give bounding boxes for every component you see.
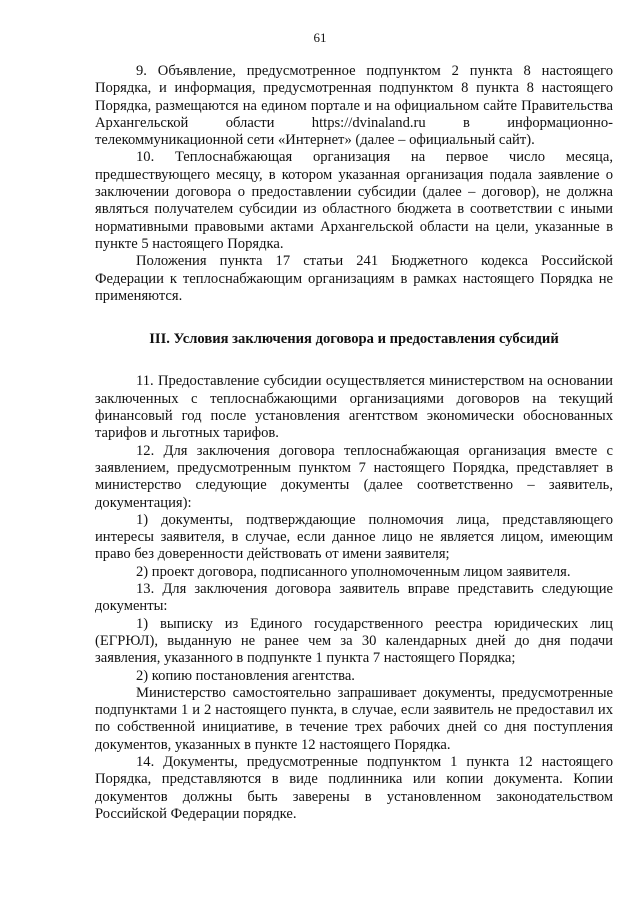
- page-number: 61: [313, 30, 327, 45]
- paragraph-item-13-sub-1: 1) выписку из Единого государственного реестра юридических лиц (ЕГРЮЛ), выданную не ранее чем за 30 календарных дней до дня подачи заявления, указанного в подпункте 1 пункта 7 настоящего Порядка;: [95, 615, 613, 667]
- paragraph-item-13: 13. Для заключения договора заявитель вправе представить следующие документы:: [95, 581, 613, 615]
- document-body: [95, 63, 613, 823]
- paragraph-item-14: 14. Документы, предусмотренные подпунктом 1 пункта 12 настоящего Порядка, представляются в виде подлинника или копии документа. Копии документов должны быть заверены в установленном законодательством Российской Федерации порядке.: [95, 753, 613, 822]
- paragraph-item-12-sub-2: 2) проект договора, подписанного уполномоченным лицом заявителя.: [136, 563, 571, 580]
- section-heading: III. Условия заключения договора и предоставления субсидий: [149, 331, 559, 348]
- paragraph-item-10: 10. Теплоснабжающая организация на первое число месяца, предшествующего месяцу, в котором указанная организация подала заявление о заключении договора о предоставлении субсидии (далее – договор), не должна являться получателем субсидии из областного бюджета в соответствии с иными нормативными правовыми актами Архангельской области на цели, указанные в пункте 5 настоящего Порядка.: [95, 149, 613, 252]
- paragraph-item-11: 11. Предоставление субсидии осуществляется министерством на основании заключенных с теплоснабжающими организациями договоров на текущий финансовый год после установления агентством экономически обоснованных тарифов и льготных тарифов.: [95, 373, 613, 442]
- paragraph-item-9: 9. Объявление, предусмотренное подпунктом 2 пункта 8 настоящего Порядка, и информация, предусмотренная подпунктом 8 пункта 8 настоящего Порядка, размещаются на едином портале и на официальном сайте Правительства Архангельской области https://dvinaland.ru в информационно-телекоммуникационной сети «Интернет» (далее – официальный сайт).: [95, 63, 613, 149]
- paragraph-item-12-sub-1: 1) документы, подтверждающие полномочия лица, представляющего интересы заявителя, в случае, если данное лицо не является лицом, имеющим право без доверенности действовать от имени заявителя;: [95, 511, 613, 563]
- paragraph-budget-code-note: Положения пункта 17 статьи 241 Бюджетного кодекса Российской Федерации к теплоснабжающим организациям в рамках настоящего Порядка не применяются.: [95, 253, 613, 304]
- paragraph-item-13-sub-2: 2) копию постановления агентства.: [136, 667, 355, 684]
- paragraph-ministry-request: Министерство самостоятельно запрашивает документы, предусмотренные подпунктами 1 и 2 настоящего пункта, в случае, если заявитель не предоставил их по собственной инициативе, в течение трех рабочих дней со дня поступления документов, указанных в пункте 12 настоящего Порядка.: [95, 684, 613, 753]
- paragraph-item-12: 12. Для заключения договора теплоснабжающая организация вместе с заявлением, предусмотренным пунктом 7 настоящего Порядка, представляет в министерство следующие документы (далее соответственно – заявитель, документация):: [95, 442, 613, 511]
